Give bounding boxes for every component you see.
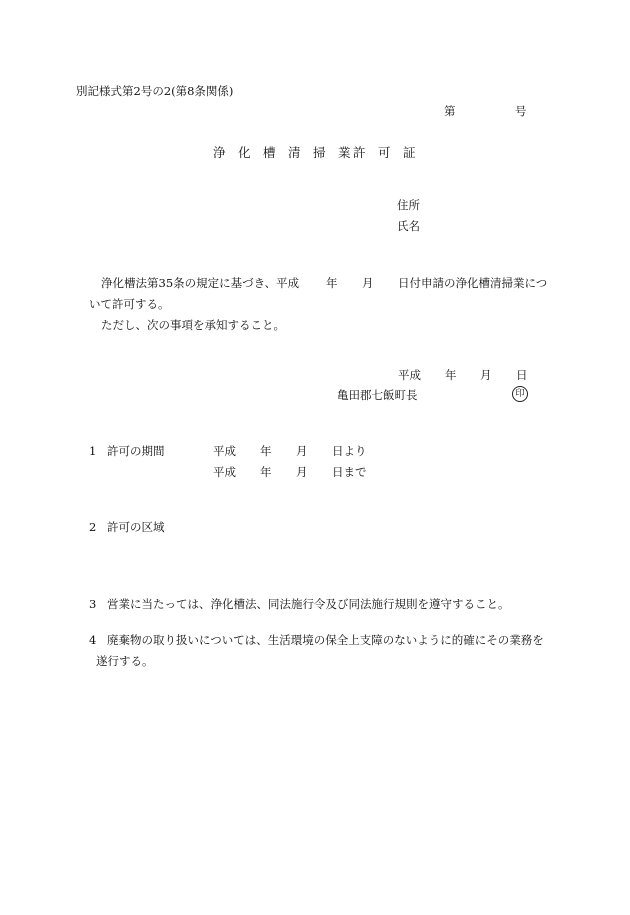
name-label: 氏名 [397,219,420,233]
body-line1-a: 浄化槽法第35条の規定に基づき、平成 [101,276,300,290]
issue-year: 年 [445,368,457,382]
number-prefix: 第 [444,104,456,118]
title-char: 証 [403,145,416,160]
title-char: 浄 [213,145,226,160]
item1-from-era: 平成 [213,444,236,458]
item1-number: 1 [89,444,97,458]
address-label: 住所 [397,198,420,212]
title-char: 許 [353,145,366,160]
title-char: 掃 [313,145,326,160]
body-line1-year: 年 [326,276,338,290]
title-char: 業 [338,145,351,160]
number-suffix: 号 [515,104,527,118]
item4-line2: 遂行する。 [96,654,154,668]
item2-number: 2 [89,520,97,534]
item1-to-month: 月 [296,465,308,479]
seal-mark: 印 [512,386,528,402]
issue-day: 日 [516,368,528,382]
body-line3: ただし、次の事項を承知すること。 [101,318,285,332]
item4-line1: 廃棄物の取り扱いについては、生活環境の保全上支障のないように的確にその業務を [107,633,544,647]
body-line1-b: 日付申請の浄化槽清掃業につ [398,276,548,290]
title-char: 可 [378,145,391,160]
title-char: 化 [238,145,251,160]
item1-label: 許可の期間 [107,444,165,458]
item2-label: 許可の区域 [107,520,165,534]
item1-from-month: 月 [296,444,308,458]
issue-era: 平成 [398,368,421,382]
item1-to-day: 日まで [332,465,367,479]
body-line2: いて許可する。 [89,297,170,311]
item4-number: 4 [89,633,97,647]
item1-from-year: 年 [260,444,272,458]
item3-number: 3 [89,597,97,611]
item1-to-era: 平成 [213,465,236,479]
title-char: 槽 [263,145,276,160]
item3-text: 営業に当たっては、浄化槽法、同法施行令及び同法施行規則を遵守すること。 [107,597,510,611]
item1-to-year: 年 [260,465,272,479]
form-reference: 別記様式第2号の2(第8条関係) [76,84,234,98]
issue-month: 月 [480,368,492,382]
issuer-name: 亀田郡七飯町長 [337,388,418,402]
title-char: 清 [288,145,301,160]
body-line1-month: 月 [362,276,374,290]
item1-from-day: 日より [332,444,367,458]
